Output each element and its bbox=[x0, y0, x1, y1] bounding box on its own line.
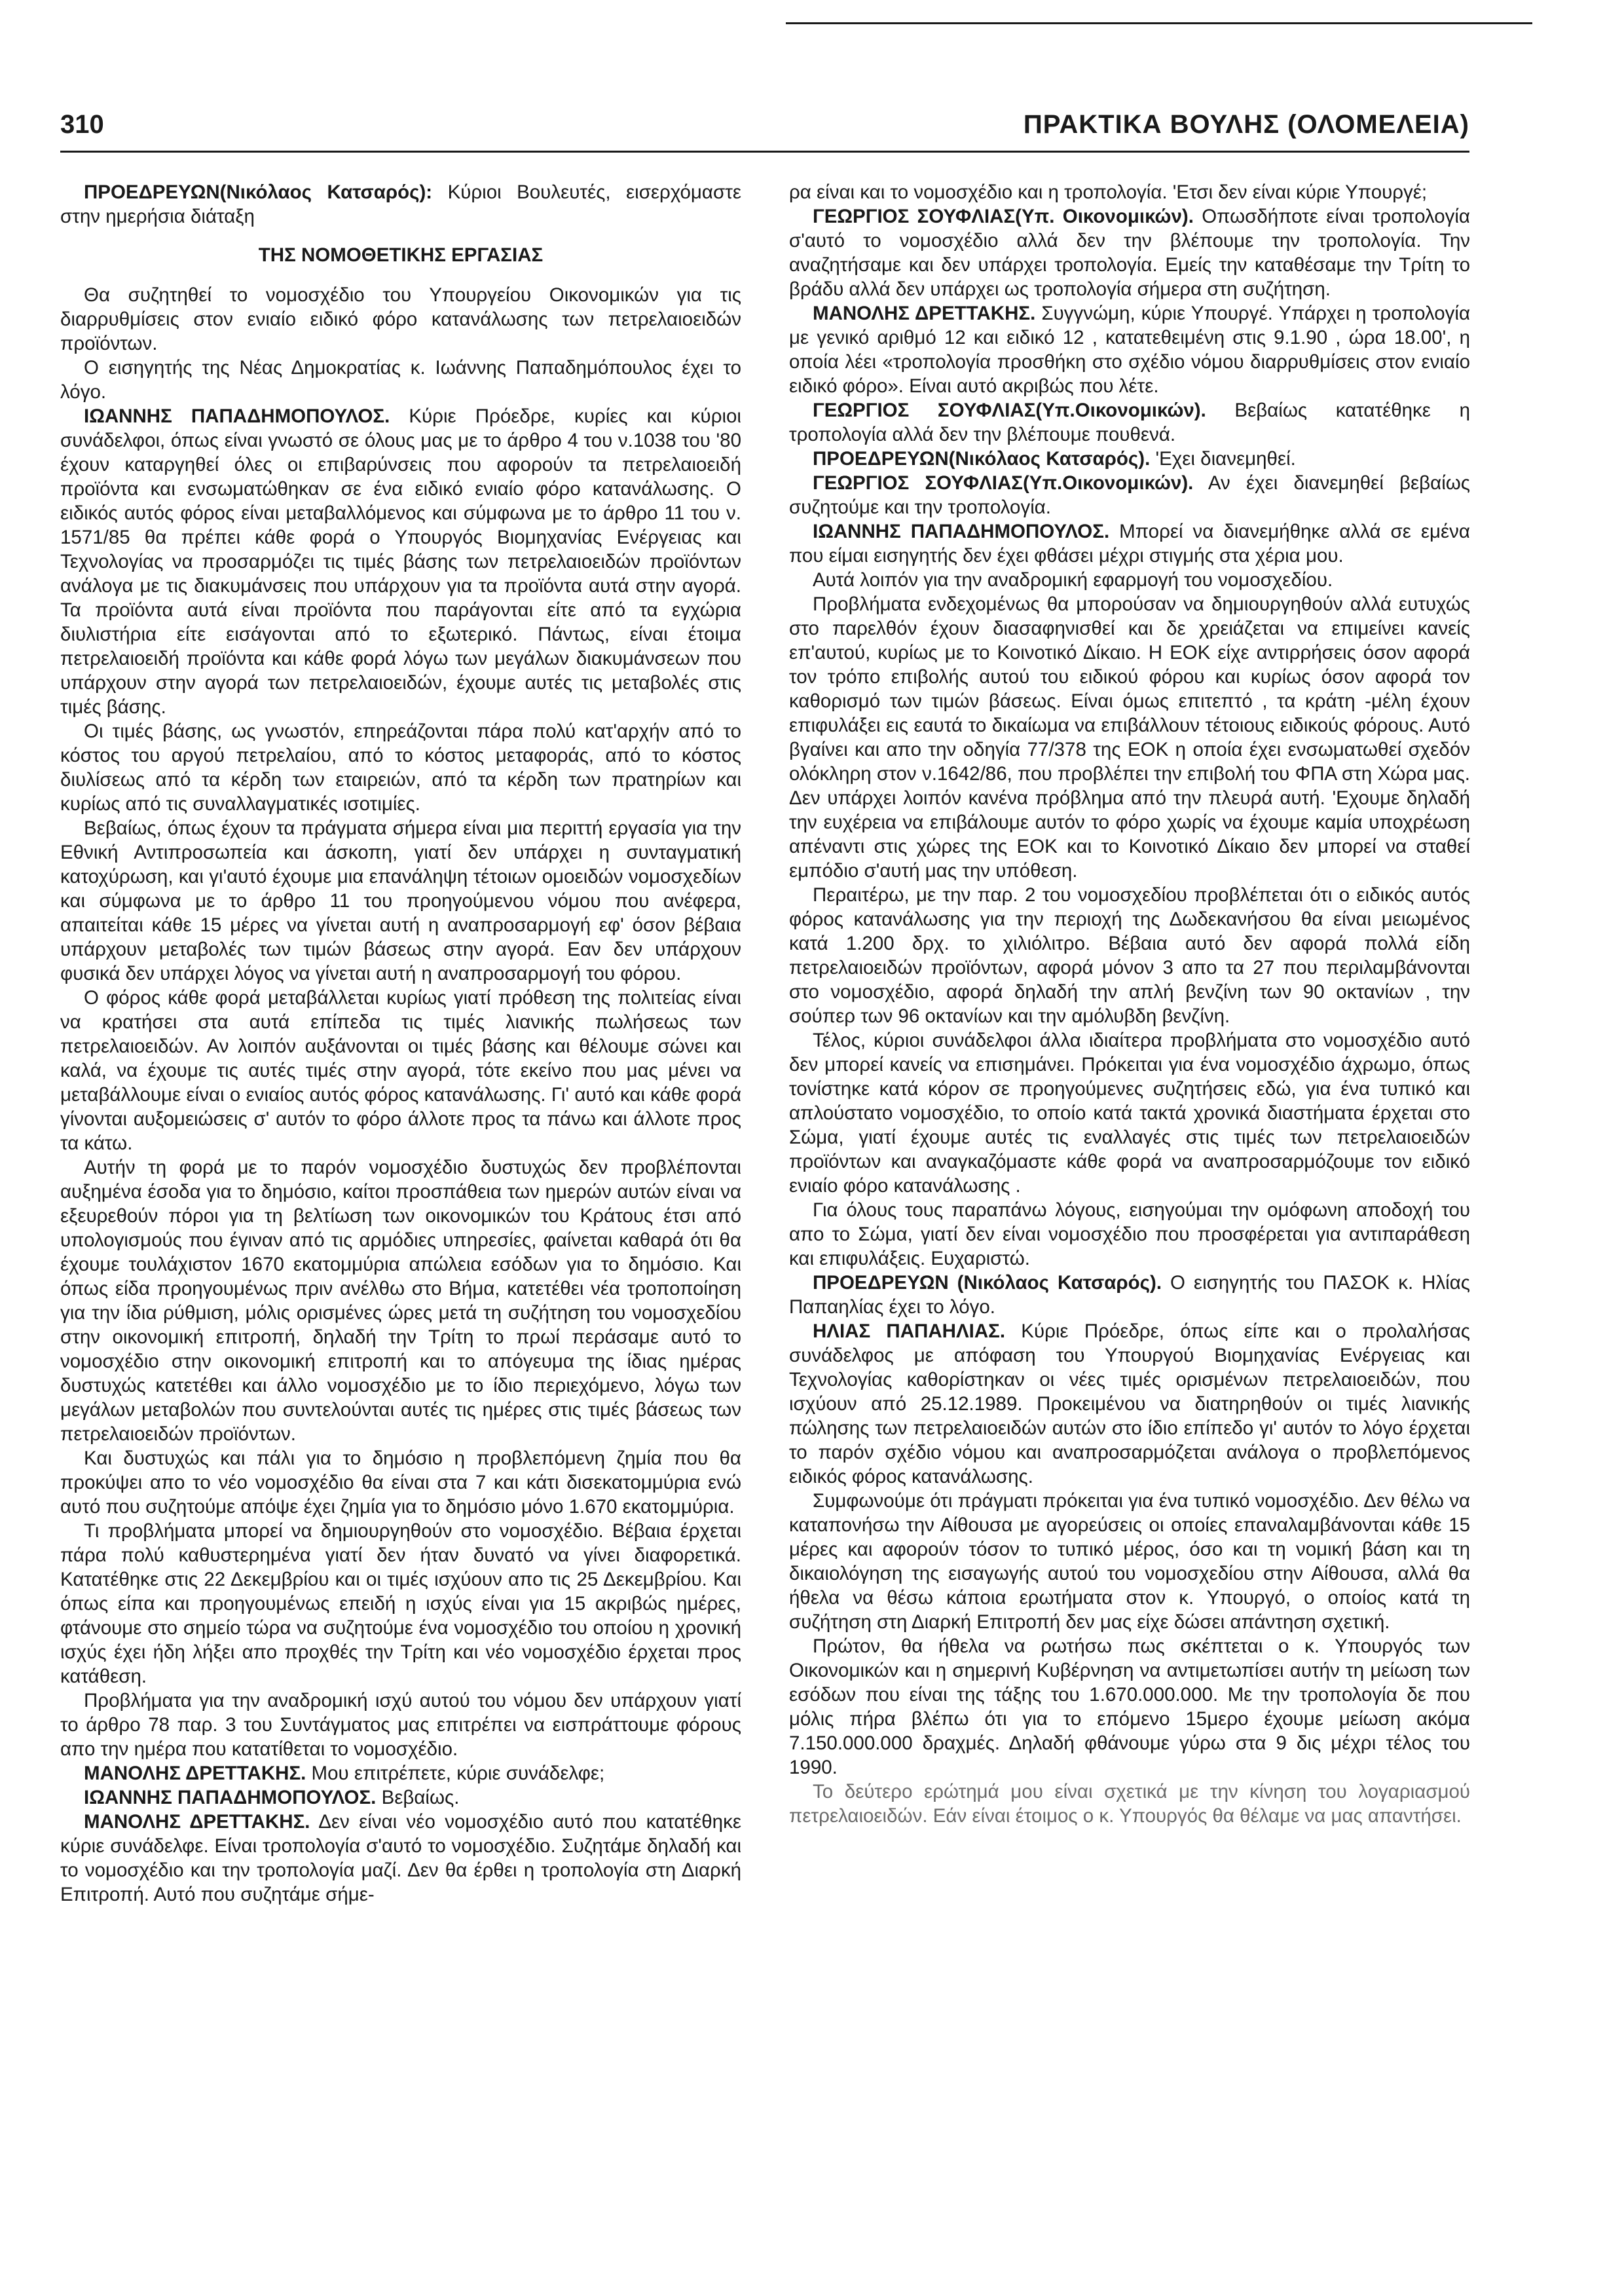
speech-text: Μπορεί να διανεμήθηκε αλλά σε εμένα που είμαι εισηγητής δεν έχει φθάσει μέχρι στιγμής στα χέρια μου. bbox=[789, 521, 1470, 567]
paragraph bbox=[789, 398, 1470, 447]
speech-text: Δεν είναι νέο νομοσχέδιο αυτό που κατατέθηκε κύριε συνάδελφε. Είναι τροπολογία σ'αυτό το νομοσχέδιο. Συζητάμε δηλαδή και το νομοσχέδιο και την τροπολογία μαζί. Δεν θα έρθει η τροπολογία στη Διαρκή Επιτροπή. Αυτό που συζητάμε σήμε- bbox=[60, 1811, 741, 1905]
speaker-name: ΜΑΝΟΛΗΣ ΔΡΕΤΤΑΚΗΣ. bbox=[84, 1811, 310, 1833]
paragraph: Για όλους τους παραπάνω λόγους, εισηγούμαι την ομόφωνη αποδοχή του απο το Σώμα, γιατί δεν είναι νομοσχέδιο που προσφέρεται για αντιπαράθεση και επιφυλάξεις. Ευχαριστώ. bbox=[789, 1199, 1470, 1269]
paragraph: ρα είναι και το νομοσχέδιο και η τροπολογία. 'Ετσι δεν είναι κύριε Υπουργέ; bbox=[789, 181, 1428, 203]
paragraph bbox=[60, 180, 741, 229]
speech-text: Συγγνώμη, κύριε Υπουργέ. Υπάρχει η τροπολογία με γενικό αριθμό 12 και ειδικό 12 , κατατεθειμένη στις 9.1.90 , ώρα 18.00', η οποία λέει «τροπολογία προσθήκη στο σχέδιο νόμου διαρρυθμίσεις στον ενιαίο ειδικό φόρο». Είναι αυτό ακριβώς που λέτε. bbox=[789, 303, 1470, 397]
speaker-name: ΙΩΑΝΝΗΣ ΠΑΠΑΔΗΜΟΠΟΥΛΟΣ. bbox=[84, 405, 390, 427]
paragraph: Και δυστυχώς και πάλι για το δημόσιο η προβλεπόμενη ζημία που θα προκύψει απο το νέο νομοσχέδιο θα είναι στα 7 και κάτι δισεκατομμύρια ενώ αυτό που συζητούμε απόψε έχει ζημία για το δημόσιο μόνο 1.670 εκατομμύρια. bbox=[60, 1447, 741, 1518]
paragraph bbox=[60, 1810, 741, 1907]
paragraph bbox=[789, 1271, 1470, 1319]
speaker-name: ΜΑΝΟΛΗΣ ΔΡΕΤΤΑΚΗΣ. bbox=[813, 303, 1036, 324]
paragraph: Συμφωνούμε ότι πράγματι πρόκειται για ένα τυπικό νομοσχέδιο. Δεν θέλω να καταπονήσω την Αίθουσα με αγορεύσεις οι οποίες επαναλαμβάνονται κάθε 15 μέρες και αφορούν τόσον το τυπικό μέρος, όσο και τη νομική βάση και τη δικαιολόγηση της εισαγωγής αυτού του νομοσχεδίου στην Αίθουσα, αλλά θα ήθελα να θέσω κάποια ερωτήματα στον κ. Υπουργό, ο οποίος κατά τη συζήτηση στη Διαρκή Επιτροπή δεν μας είχε δώσει απάντηση σχετική. bbox=[789, 1490, 1470, 1633]
paragraph bbox=[60, 1785, 741, 1810]
paragraph: Ο εισηγητής της Νέας Δημοκρατίας κ. Ιωάννης Παπαδημόπουλος έχει το λόγο. bbox=[60, 357, 741, 403]
paragraph: Τέλος, κύριοι συνάδελφοι άλλα ιδιαίτερα προβλήματα στο νομοσχέδιο αυτό δεν μπορεί κανείς να επισημάνει. Πρόκειται για ένα νομοσχέδιο άχρωμο, όπως τονίστηκε κατά κόρον σε προηγούμενες συζητήσεις εδώ, για ένα τυπικό και απλούστατο νομοσχέδιο, το οποίο κατά τακτά χρονικά διαστήματα έρχεται στο Σώμα, γιατί έχουμε αυτές τις εναλλαγές στις τιμές των πετρελαιοειδών προϊόντων και αναγκαζόμαστε κάθε φορά να αναπροσαρμόζουμε τον ειδικό ενιαίο φόρο κατανάλωσης . bbox=[789, 1030, 1470, 1197]
paragraph bbox=[789, 519, 1470, 568]
paragraph: Προβλήματα για την αναδρομική ισχύ αυτού του νόμου δεν υπάρχουν γιατί το άρθρο 78 παρ. 3 του Συντάγματος μας επιτρέπει να εισπράττουμε φόρους απο την ημέρα που κατατίθεται το νομοσχέδιο. bbox=[60, 1690, 741, 1760]
paragraph: Θα συζητηθεί το νομοσχέδιο του Υπουργείου Οικονομικών για τις διαρρυθμίσεις στον ενιαίο ειδικό φόρο κατανάλωσης των πετρελαιοειδών προϊόντων. bbox=[60, 284, 741, 354]
paragraph bbox=[789, 1319, 1470, 1489]
speech-text: Κύριε Πρόεδρε, όπως είπε και ο προλαλήσας συνάδελφος με απόφαση του Υπουργού Βιομηχανίας Ενέργειας και Τεχνολογίας καθορίστηκαν οι νέες τιμές ορισμένων πετρελαιοειδών, που ισχύουν από 25.12.1989. Προκειμένου να διατηρηθούν οι τιμές λιανικής πώλησης των πετρελαιοειδών αυτών στο ίδιο επίπεδο γι' αυτόν το λόγο έρχεται το παρόν σχέδιο νόμου και αναπροσαρμόζεται ανάλογα ο προβλεπόμενος ειδικός φόρος κατανάλωσης. bbox=[789, 1320, 1470, 1487]
speaker-name: ΓΕΩΡΓΙΟΣ ΣΟΥΦΛΙΑΣ(Υπ.Οικονομικών). bbox=[813, 472, 1194, 494]
speech-text: 'Εχει διανεμηθεί. bbox=[1150, 448, 1296, 470]
speaker-name: ΠΡΟΕΔΡΕΥΩΝ (Νικόλαος Κατσαρός). bbox=[813, 1272, 1162, 1294]
speaker-name: ΜΑΝΟΛΗΣ ΔΡΕΤΤΑΚΗΣ. bbox=[84, 1763, 306, 1784]
paragraph bbox=[789, 301, 1470, 398]
paragraph bbox=[60, 404, 741, 719]
speech-text: Κύριε Πρόεδρε, κυρίες και κύριοι συνάδελφοι, όπως είναι γνωστό σε όλους μας με το άρθρο 4 του ν.1038 του '80 έχουν καταργηθεί όλες οι επιβαρύνσεις που αφορούν τα πετρελαιοειδή προϊόντα και ενσωματώθηκαν σε ένα ειδικό ενιαίο φόρο κατανάλωσης. Ο ειδικός αυτός φόρος είναι μεταβαλλόμενος και σύμφωνα με το άρθρο 11 του ν. 1571/85 θα πρέπει κάθε φορά ο Υπουργός Βιομηχανίας Ενέργειας και Τεχνολογίας να προσαρμόζει τις τιμές βάσης των πετρελαιοειδών προϊόντων ανάλογα με τις διακυμάνσεις που υπάρχουν για τα προϊόντα αυτά στην αγορά. Τα προϊόντα αυτά είναι προϊόντα που παράγονται είτε από τα εγχώρια διυλιστήρια είτε εισάγονται από το εξωτερικό. Πάντως, είναι έτοιμα πετρελαιοειδή προϊόντα και κάθε φορά λόγω των μεγάλων διακυμάνσεων που υπάρχουν στην αγορά των πετρελαιοειδών, έχουμε αυτές τις μεταβολές στις τιμές βάσης. bbox=[60, 405, 741, 718]
speaker-name: ΙΩΑΝΝΗΣ ΠΑΠΑΔΗΜΟΠΟΥΛΟΣ. bbox=[84, 1787, 377, 1808]
paragraph bbox=[789, 447, 1470, 471]
paragraph: Βεβαίως, όπως έχουν τα πράγματα σήμερα είναι μια περιττή εργασία για την Εθνική Αντιπροσωπεία και άσκοπη, γιατί δεν υπάρχει η συνταγματική κατοχύρωση, και γι'αυτό έχουμε μια επανάληψη τέτοιων ομοειδών νομοσχεδίων και σύμφωνα με το άρθρο 11 του προηγούμενου νόμου που ανέφερα, απαιτείται κάθε 15 μέρες να γίνεται αυτή η αναπροσαρμογή εφ' όσον βέβαια υπάρχουν μεταβολές των τιμών βάσεως στην αγορά. Εαν δεν υπάρχουν φυσικά δεν υπάρχει λόγος να γίνεται αυτή η αναπροσαρμογή του φόρου. bbox=[60, 817, 741, 984]
speech-text: Μου επιτρέπετε, κύριε συνάδελφε; bbox=[306, 1763, 605, 1784]
paragraph: Αυτήν τη φορά με το παρόν νομοσχέδιο δυστυχώς δεν προβλέπονται αυξημένα έσοδα για το δημόσιο, καίτοι προσπάθεια των ημερών αυτών είναι να εξευρεθούν πόροι για τη βελτίωση των οικονομικών του Κράτους έτσι από υπολογισμούς που έγιναν από τις αρμόδιες υπηρεσίες, φαίνεται καθαρά ότι θα έχουμε τουλάχιστον 1670 εκατομμύρια απώλεια εσόδων για το δημόσιο. Και όπως είδα προηγουμένως πριν ανέλθω στο Βήμα, κατετέθει νέα τροποποίηση για την ίδια ρύθμιση, μόλις ορισμένες ώρες μετά τη συζήτηση του νομοσχεδίου στην οικονομική επιτροπή, δηλαδή την Τρίτη το πρωί περάσαμε αυτό το νομοσχέδιο στην οικονομική επιτροπή και το απόγευμα της ίδιας ημέρας δυστυχώς κατετέθει και άλλο νομοσχέδιο με το ίδιο περιεχόμενο, λόγω των μεγάλων μεταβολών που συντελούνται αυτές τις ημέρες στις τιμές βάσεως των πετρελαιοειδών προϊόντων. bbox=[60, 1157, 741, 1445]
section-heading: ΤΗΣ ΝΟΜΟΘΕΤΙΚΗΣ ΕΡΓΑΣΙΑΣ bbox=[258, 244, 544, 266]
paragraph: Τι προβλήματα μπορεί να δημιουργηθούν στο νομοσχέδιο. Βέβαια έρχεται πάρα πολύ καθυστερημένα γιατί δεν ήταν δυνατό να γίνει διαφορετικά. Κατατέθηκε στις 22 Δεκεμβρίου και οι τιμές ισχύουν απο τις 25 Δεκεμβρίου. Και όπως είπα και προηγουμένως επειδή η ισχύς είναι για 15 ακριβώς ημέρες, φτάνουμε στο σημείο τώρα να συζητούμε ένα νομοσχέδιο του οποίου η χρονική ισχύς έχει ήδη λήξει απο προχθές την Τρίτη και νέο νομοσχέδιο έρχεται προς κατάθεση. bbox=[60, 1520, 741, 1687]
paragraph: Ο φόρος κάθε φορά μεταβάλλεται κυρίως γιατί πρόθεση της πολιτείας είναι να κρατήσει στα αυτά επίπεδα τις τιμές λιανικής πωλήσεως των πετρελαιοειδών. Αν λοιπόν αυξάνονται οι τιμές βάσης και θέλουμε σώνει και καλά, να έχουμε τις αυτές τιμές στην αγορά, τότε εκείνο που μας μένει να μεταβάλλουμε είναι ο ενιαίος αυτός φόρος κατανάλωσης. Γι' αυτό και κάθε φορά γίνονται αυξομειώσεις σ' αυτόν το φόρο άλλοτε προς τα πάνω και άλλοτε προς τα κάτω. bbox=[60, 987, 741, 1154]
left-column bbox=[60, 180, 741, 1907]
paragraph: Αυτά λοιπόν για την αναδρομική εφαρμογή του νομοσχεδίου. bbox=[813, 569, 1333, 591]
speaker-name: ΓΕΩΡΓΙΟΣ ΣΟΥΦΛΙΑΣ(Υπ.Οικονομικών). bbox=[813, 400, 1206, 421]
paragraph: Περαιτέρω, με την παρ. 2 του νομοσχεδίου προβλέπεται ότι ο ειδικός αυτός φόρος κατανάλωσης για την περιοχή της Δωδεκανήσου θα είναι μειωμένος κατά 1.200 δρχ. το χιλιόλιτρο. Βέβαια αυτό δεν αφορά πολλά είδη πετρελαιοειδών προϊόντων, αφορά μόνον 3 απο τα 27 που περιλαμβάνονται στο νομοσχέδιο, αφορά δηλαδή την απλή βενζίνη των 90 οκτανίων , την σούπερ των 96 οκτανίων και την αμόλυβδη βενζίνη. bbox=[789, 884, 1470, 1027]
paragraph bbox=[789, 471, 1470, 519]
paragraph: Το δεύτερο ερώτημά μου είναι σχετικά με την κίνηση του λογαριασμού πετρελαιοειδών. Εάν είναι έτοιμος ο κ. Υπουργός θα θέλαμε να μας απαντήσει. bbox=[789, 1781, 1470, 1827]
paragraph: Πρώτον, θα ήθελα να ρωτήσω πως σκέπτεται ο κ. Υπουργός των Οικονομικών και η σημερινή Κυβέρνηση να αντιμετωπίσει αυτήν τη μείωση των εσόδων που είναι της τάξης του 1.670.000.000. Με την τροπολογία δε που μόλις πήρα βλέπω ότι για το επόμενο 15μερο έχουμε μείωση ακόμα 7.150.000.000 δραχμές. Δηλαδή φθάνουμε γύρω στα 9 δις μέχρι τέλος του 1990. bbox=[789, 1635, 1470, 1778]
speech-text: Κύριοι Βουλευτές, εισερχόμαστε στην ημερήσια διάταξη bbox=[60, 181, 741, 227]
top-rule bbox=[786, 22, 1532, 24]
running-title: ΠΡΑΚΤΙΚΑ ΒΟΥΛΗΣ (ΟΛΟΜΕΛΕΙΑ) bbox=[1023, 110, 1469, 139]
speech-text: Αν έχει διανεμηθεί βεβαίως συζητούμε και την τροπολογία. bbox=[789, 472, 1470, 518]
speech-text: Οπωσδήποτε είναι τροπολογία σ'αυτό το νομοσχέδιο αλλά δεν την βλέπουμε την τροπολογία. Την αναζητήσαμε και δεν υπάρχει τροπολογία. Εμείς την καταθέσαμε την Τρίτη το βράδυ αλλά δεν υπάρχει ως τροπολογία σήμερα στη συζήτηση. bbox=[789, 206, 1470, 300]
paragraph bbox=[60, 1761, 741, 1785]
right-column bbox=[789, 180, 1470, 1828]
speech-text: Ο εισηγητής του ΠΑΣΟΚ κ. Ηλίας Παπαηλίας έχει το λόγο. bbox=[789, 1272, 1470, 1318]
speech-text: Βεβαίως. bbox=[376, 1787, 460, 1808]
header-rule bbox=[60, 151, 1469, 153]
speaker-name: ΓΕΩΡΓΙΟΣ ΣΟΥΦΛΙΑΣ(Υπ. Οικονομικών). bbox=[813, 206, 1194, 227]
speaker-name: ΠΡΟΕΔΡΕΥΩΝ(Νικόλαος Κατσαρός). bbox=[813, 448, 1151, 470]
page-number: 310 bbox=[60, 110, 104, 139]
paragraph bbox=[789, 204, 1470, 301]
paragraph: Προβλήματα ενδεχομένως θα μπορούσαν να δημιουργηθούν αλλά ευτυχώς στο παρελθόν έχουν διασαφηνισθεί και δε χρειάζεται να επιμείνει κανείς επ'αυτού, κυρίως με το Κοινοτικό Δίκαιο. Η ΕΟΚ είχε αντιρρήσεις όσον αφορά τον τρόπο επιβολής αυτού του ειδικού φόρου και κυρίως όσον αφορά τον καθορισμό των τιμών βάσεως. Είναι όμως επιτεπτό , τα κράτη -μέλη έχουν επιφυλάξει εις εαυτά το δικαίωμα να επιβάλλουν τέτοιους ειδικούς φόρους. Αυτό βγαίνει και απο την οδηγία 77/378 της ΕΟΚ η οποία έχει ενσωματωθεί σχεδόν ολόκληρη στον ν.1642/86, που προβλέπει την επιβολή του ΦΠΑ στη Χώρα μας. Δεν υπάρχει λοιπόν κανένα πρόβλημα από την πλευρά αυτή. 'Εχουμε δηλαδή την ευχέρεια να επιβάλουμε αυτόν το φόρο χωρίς να έχουμε καμία υποχρέωση απέναντι στις χώρες της ΕΟΚ και το Κοινοτικό Δίκαιο δεν μπορεί να σταθεί εμπόδιο σ'αυτή μας την υπόθεση. bbox=[789, 593, 1470, 882]
page-header bbox=[60, 110, 1469, 149]
speaker-name: ΗΛΙΑΣ ΠΑΠΑΗΛΙΑΣ. bbox=[813, 1320, 1006, 1342]
speech-text: Βεβαίως κατατέθηκε η τροπολογία αλλά δεν την βλέπουμε πουθενά. bbox=[789, 400, 1470, 445]
paragraph: Οι τιμές βάσης, ως γνωστόν, επηρεάζονται πάρα πολύ κατ'αρχήν από το κόστος του αργού πετρελαίου, από το κόστος μεταφοράς, από το κόστος διυλίσεως από τα κέρδη των εταιρειών, από τα κέρδη των πρατηρίων και κυρίως από τις συναλλαγματικές ισοτιμίες. bbox=[60, 720, 741, 815]
speaker-name: ΙΩΑΝΝΗΣ ΠΑΠΑΔΗΜΟΠΟΥΛΟΣ. bbox=[813, 521, 1110, 542]
speaker-name: ΠΡΟΕΔΡΕΥΩΝ(Νικόλαος Κατσαρός): bbox=[84, 181, 433, 203]
